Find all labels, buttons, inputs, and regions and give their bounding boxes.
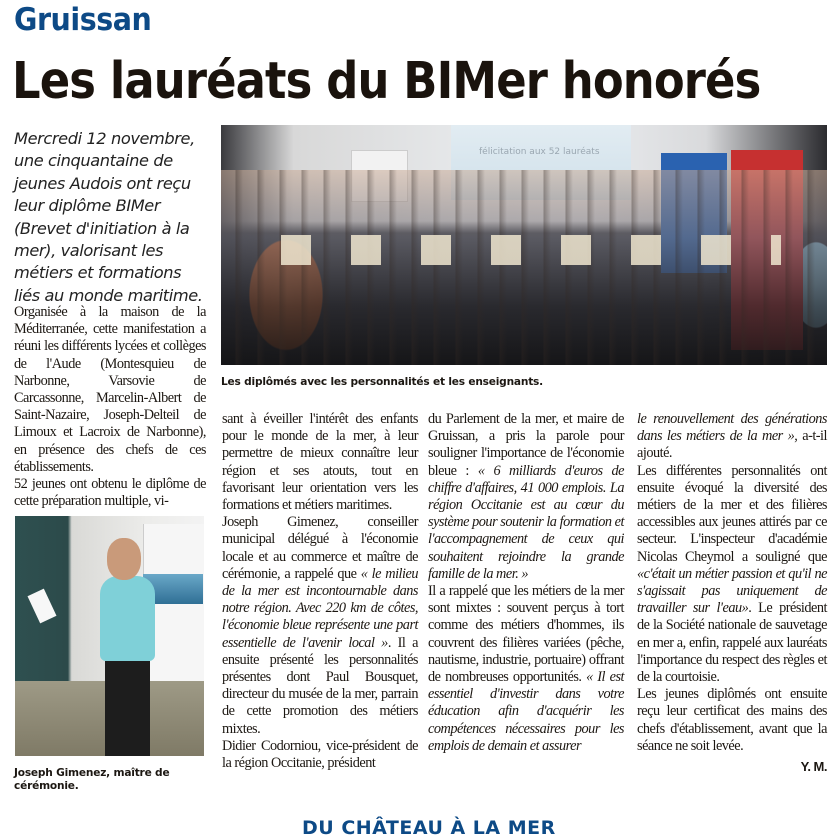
- body-column-3: [428, 411, 624, 755]
- body-column-1: [14, 304, 206, 510]
- quote: « le milieu de la mer est incontournable dans notre région. Avec 220 km de côtes, l'économie bleue représente une part essentielle de l'avenir local »: [222, 565, 418, 651]
- paragraph: Il a rappelé que les métiers de la mer sont mixtes : souvent perçus à tort comme des métiers d'hommes, ils couvrent des filières variées (pêche, nautisme, industrie, portuaire) offrant de nombreuses opportunités. « Il est essentiel d'investir dans votre éducation afin d'acquérir les compétences nécessaires pour les emplois de demain et assurer: [428, 583, 624, 754]
- paragraph: 52 jeunes ont obtenu le diplôme de cette préparation multiple, vi-: [14, 476, 206, 510]
- quote: « 6 milliards d'euros de chiffre d'affaires, 41 000 emplois. La région Occitanie est au cœur du système pour soutenir la formation et l'accompagnement de ceux qui souhaitent rejoindre la grande famille de la mer. »: [428, 462, 624, 582]
- quote: « Il est essentiel d'investir dans votre éducation afin d'acquérir les compétences nécessaires pour les emplois de demain et assurer: [428, 669, 624, 754]
- article-lead: Mercredi 12 novembre, une cinquantaine de jeunes Audois ont reçu leur diplôme BIMer (Brevet d'initiation à la mer), valorisant les métiers et formations liés au monde maritime.: [14, 129, 203, 305]
- speaker-shirt: [100, 576, 155, 661]
- body-column-2: [222, 411, 418, 772]
- paragraph: Les jeunes diplômés ont ensuite reçu leur certificat des mains des chefs d'établissement, avant que la séance ne soit levée.: [637, 686, 827, 754]
- paragraph: le renouvellement des générations dans les métiers de la mer », a-t-il ajouté.: [637, 411, 828, 462]
- diplomas: [281, 235, 781, 265]
- paragraph: Les différentes personnalités ont ensuite évoqué la diversité des métiers de la mer et des filières accessibles aux jeunes attirés par ce secteur. L'inspecteur d'académie Nicolas Cheymol a souligné que «c'était un métier passion et qu'il ne s'agissait pas uniquement de travailler sur l'eau». Le président de la Société nationale de sauvetage en mer a, enfin, rappelé aux lauréats l'importance du respect des règles et de la courtoisie.: [637, 462, 827, 686]
- article-headline: Les lauréats du BIMer honorés: [12, 52, 761, 111]
- photo-main-caption: Les diplômés avec les personnalités et les enseignants.: [221, 376, 543, 388]
- body-column-4: [637, 411, 827, 775]
- paragraph: Organisée à la maison de la Méditerranée, cette manifestation a réuni les différents lycées et collèges de l'Aude (Montesquieu de Narbonne, Varsovie de Carcassonne, Marcelin-Albert de Saint-Nazaire, Joseph-Delteil de Limoux et Lacroix de Narbonne), en présence des chefs de ces établissements.: [14, 304, 206, 475]
- quote: «c'était un métier passion et qu'il ne s'agissait pas uniquement de travailler sur l'eau»: [637, 565, 827, 617]
- quote: le renouvellement des générations dans les métiers de la mer »: [637, 411, 827, 445]
- photo-small-caption: Joseph Gimenez, maître de cérémonie.: [14, 767, 170, 792]
- paragraph: Joseph Gimenez, conseiller municipal délégué à l'économie locale et au commerce et maître de cérémonie, a rappelé que « le milieu de la mer est incontournable dans notre région. Avec 220 km de côtes, l'économie bleue représente une part essentielle de l'avenir local ». Il a ensuite présenté les personnalités présentes dont Paul Bousquet, directeur du musée de la mer, parrain de cette promotion des métiers mixtes.: [222, 514, 418, 737]
- speaker-head: [107, 538, 141, 580]
- photo-main: [221, 125, 827, 365]
- speaker-paper: [28, 589, 57, 624]
- speaker-legs: [105, 661, 150, 756]
- section-kicker: Gruissan: [14, 2, 152, 38]
- paragraph: du Parlement de la mer, et maire de Gruissan, a pris la parole pour souligner l'importance de l'économie bleue : « 6 milliards d'euros de chiffre d'affaires, 41 000 emplois. La région Occitanie est au cœur du système pour soutenir la formation et l'accompagnement de ceux qui souhaitent rejoindre la grande famille de la mer. »: [428, 411, 624, 582]
- paragraph: sant à éveiller l'intérêt des enfants pour le monde de la mer, à leur permettre de mieux connaître leur région et ses atouts, tout en favorisant leur orientation vers les formations et métiers maritimes.: [222, 411, 418, 514]
- screen-text: félicitation aux 52 lauréats: [479, 147, 600, 157]
- group-of-laureates: [221, 170, 827, 365]
- photo-small: [15, 516, 204, 756]
- author-signature: Y. M.: [800, 759, 827, 775]
- next-article-teaser: DU CHÂTEAU À LA MER: [302, 817, 556, 839]
- paragraph: Didier Codorniou, vice-président de la région Occitanie, président: [222, 737, 418, 772]
